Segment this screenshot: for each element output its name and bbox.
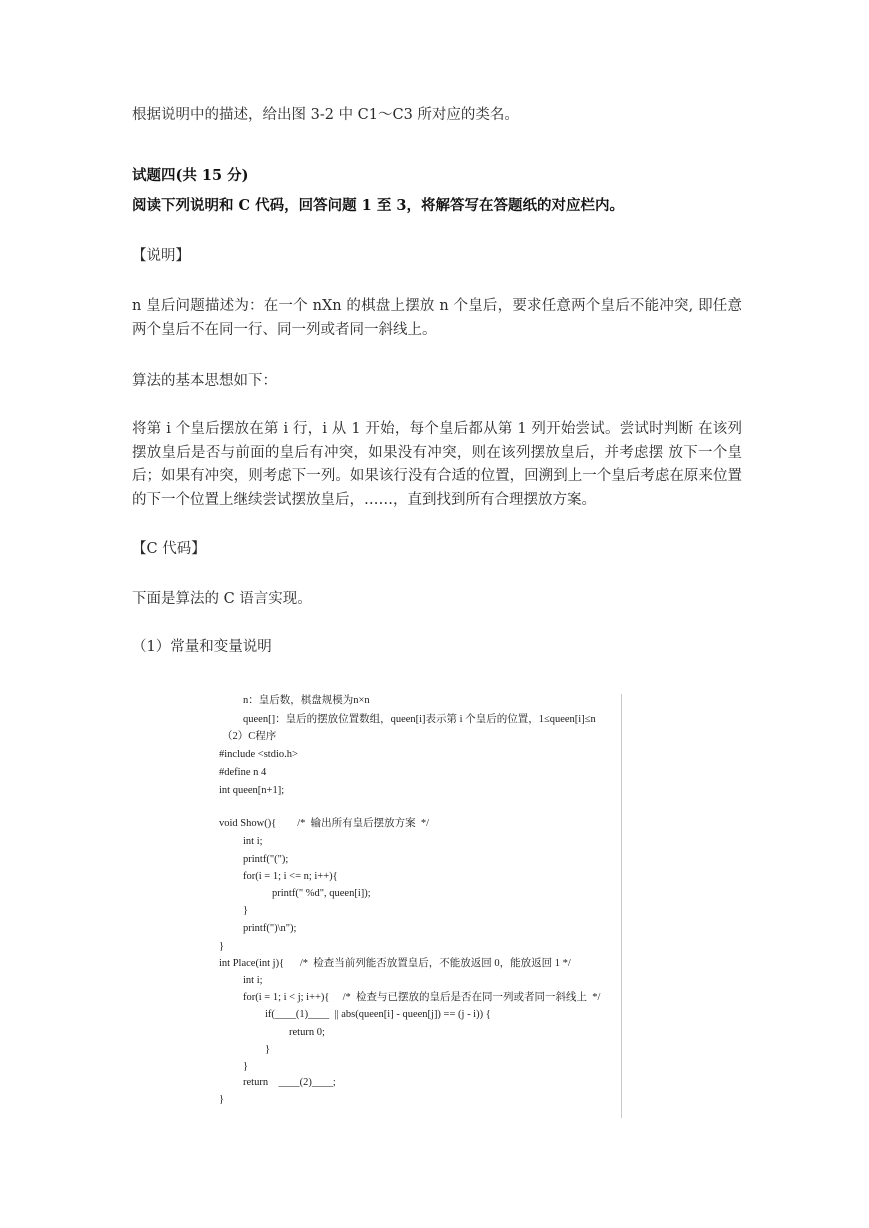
code-line: } (243, 1061, 249, 1072)
code-line: for(i = 1; i <= n; i++){ (243, 871, 338, 882)
code-line: printf("("); (243, 854, 289, 865)
code-line: printf(" %d", queen[i]); (272, 888, 371, 899)
code-line: int i; (243, 975, 263, 986)
code-line: } (243, 905, 249, 916)
code-line: } (219, 941, 225, 952)
scan-edge (621, 694, 622, 1118)
code-line: #define n 4 (219, 767, 267, 778)
code-line: return ____(2)____; (243, 1077, 336, 1088)
code-line: int queen[n+1]; (219, 785, 285, 796)
code-line: if(____(1)____ || abs(queen[i] - queen[j]) == (j - i)) { (265, 1009, 491, 1020)
question-instruction: 阅读下列说明和 C 代码，回答问题 1 至 3，将解答写在答题纸的对应栏内。 (132, 197, 624, 214)
code-line: printf(")\n"); (243, 923, 297, 934)
code-heading: 【C 代码】 (132, 541, 206, 557)
question-title: 试题四(共 15 分) (132, 167, 249, 184)
code-line: for(i = 1; i < j; i++){ /* 检查与已摆放的皇后是否在同一列或者同一斜线上 */ (243, 992, 601, 1003)
code-scan-image (211, 686, 623, 1118)
variables-subheading: （1）常量和变量说明 (132, 639, 272, 655)
code-line: } (219, 1094, 225, 1105)
intro-line: 根据说明中的描述，给出图 3-2 中 C1～C3 所对应的类名。 (132, 107, 519, 123)
code-line: #include <stdio.h> (219, 749, 298, 760)
code-line: （2）C程序 (222, 731, 277, 742)
code-line: } (265, 1044, 271, 1055)
description-heading: 【说明】 (132, 248, 190, 264)
code-intro: 下面是算法的 C 语言实现。 (132, 591, 312, 607)
code-line: int Place(int j){ /* 检查当前列能否放置皇后，不能放返回 0，能放返回 1 */ (219, 958, 571, 969)
problem-text: n 皇后问题描述为：在一个 nXn 的棋盘上摆放 n 个皇后，要求任意两个皇后不能冲突, 即任意两个皇后不在同一行、同一列或者同一斜线上。 (132, 298, 742, 338)
algo-text: 将第 i 个皇后摆放在第 i 行，i 从 1 开始，每个皇后都从第 1 列开始尝试。尝试时判断 在该列摆放皇后是否与前面的皇后有冲突，如果没有冲突，则在该列摆放皇后，并考虑摆 放下一个皇后；如果有冲突，则考虑下一列。如果该行没有合适的位置，回溯到上一个皇后考虑在原来位置的下一个位置上继续尝试摆放皇后，……，直到找到所有合理摆放方案。 (132, 421, 742, 508)
code-line: void Show(){ /* 输出所有皇后摆放方案 */ (219, 818, 430, 829)
code-line: return 0; (289, 1027, 325, 1038)
code-line: n：皇后数，棋盘规模为n×n (243, 695, 370, 706)
code-line: queen[]：皇后的摆放位置数组，queen[i]表示第 i 个皇后的位置，1≤queen[i]≤n (243, 714, 596, 725)
code-line: int i; (243, 836, 263, 847)
algo-intro: 算法的基本思想如下： (132, 373, 277, 389)
